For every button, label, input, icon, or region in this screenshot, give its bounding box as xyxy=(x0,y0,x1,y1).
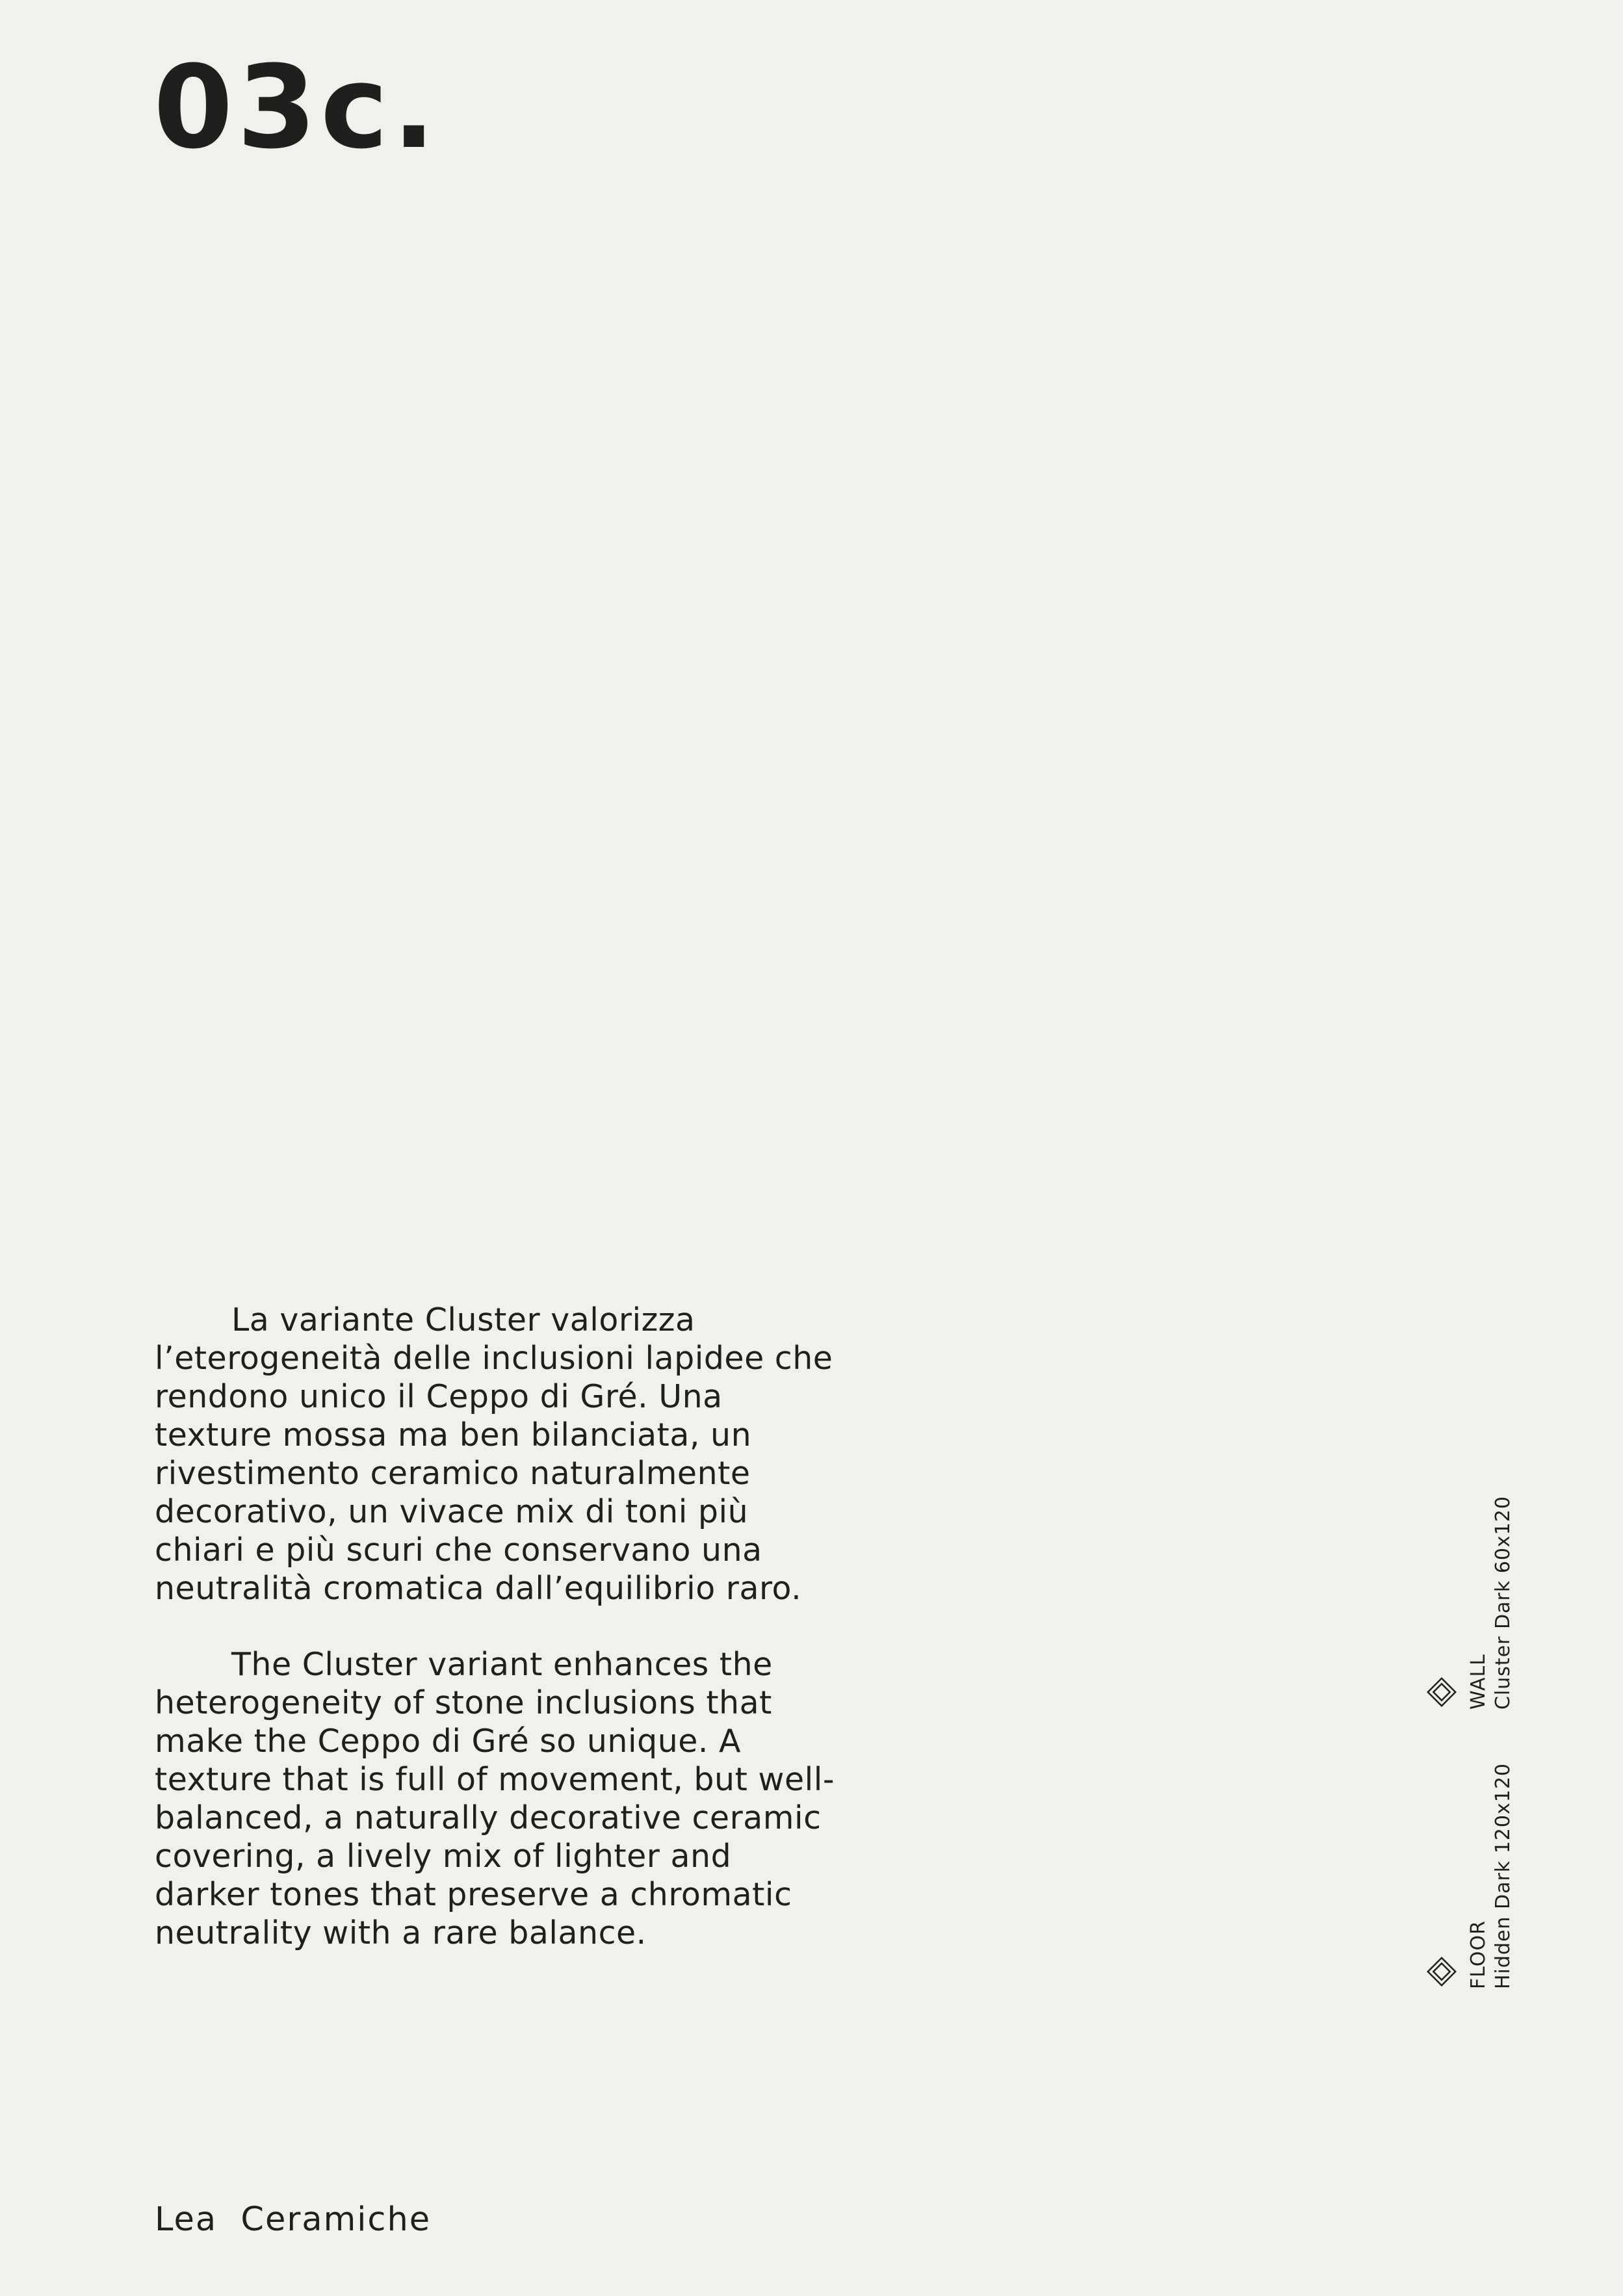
description-english xyxy=(155,1645,844,1952)
tile-diamond-icon xyxy=(1426,1676,1457,1708)
spec-floor-value: Hidden Dark 120x120 xyxy=(1492,1763,1514,1989)
spec-wall xyxy=(1466,1437,1525,1710)
section-number: 03c. xyxy=(153,41,440,174)
spec-floor xyxy=(1466,1716,1525,1989)
spec-wall-label: WALL xyxy=(1467,1654,1490,1710)
description-english-text: The Cluster variant enhances the heterogeneity of stone inclusions that make the Ceppo di Gré so unique. A texture that is full of movement, but well-balanced, a naturally decorative ceramic covering, a lively mix of lighter and darker tones that preserve a chromatic neutrality with a rare balance. xyxy=(155,1646,835,1951)
description-italian xyxy=(155,1301,844,1608)
spec-wall-value: Cluster Dark 60x120 xyxy=(1492,1496,1514,1710)
spec-floor-label: FLOOR xyxy=(1467,1920,1490,1989)
brand-name: Lea Ceramiche xyxy=(155,2200,432,2239)
description-italian-text: La variante Cluster valorizza l’eterogeneità delle inclusioni lapidee che rendono unico il Ceppo di Gré. Una texture mossa ma ben bilanciata, un rivestimento ceramico naturalmente decorativo, un vivace mix di toni più chiari e più scuri che conservano una neutralità cromatica dall’equilibrio raro. xyxy=(155,1301,833,1607)
tile-diamond-icon xyxy=(1426,1956,1457,1987)
